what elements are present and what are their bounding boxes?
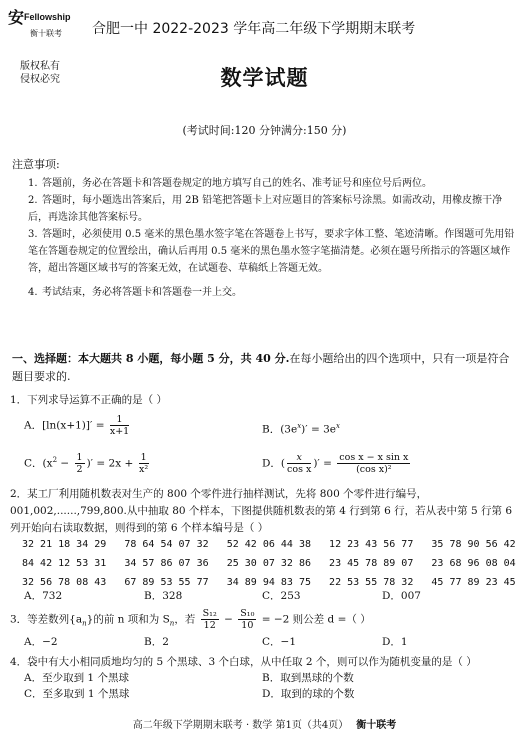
q3-option-c: C．−1	[262, 636, 297, 648]
q1-d-text: D．	[262, 457, 281, 470]
section-heading	[12, 350, 520, 386]
time-info: (考试时间:120 分钟满分:150 分)	[182, 124, 347, 137]
q3-stem-d: = −2 则公差 d =（ ）	[261, 613, 371, 626]
note-number: 3.	[28, 229, 38, 240]
q1-option-a	[24, 414, 131, 437]
q1-option-d: D．( $\frac{x}{\text{cos x}}$ )′ = $\frac{\text{cos x − x sin x}}{\text{(cos x)²}}$	[262, 452, 409, 475]
q3-option-b: B．2	[144, 636, 169, 648]
question-2-stem: 2．某工厂利用随机数表对生产的 800 个零件进行抽样测试，先将 800 个零件进行编号，001,002,......,799,800.从中抽取 80 个样本，下图提供随机数表的第 4 行到第 6 行，若从表中第 5 行第 6 列开始向右读取数据，则得到的第 6 个样本编号是（ ）	[10, 488, 512, 534]
notes-title: 注意事项:	[12, 158, 60, 171]
q3-f2-num: S₁₀	[240, 608, 255, 619]
footer-brand: 衡十联考	[356, 720, 397, 731]
section-desc2: 在每小题给出的四个选项中，只有一项是符合题目要求的.	[12, 352, 510, 383]
question-4-stem: 4．袋中有大小相同质地均匀的 5 个黑球、3 个白球，从中任取 2 个，则可以作为随机变量的是（ ）	[10, 656, 477, 668]
q3-stem-a: 3．等差数列{a	[10, 613, 83, 626]
copyright-line2: 侵权必究	[20, 74, 60, 85]
note-text: 答题时，必须使用 0.5 毫米的黑色墨水签字笔在答题卷上书写，要求字体工整、笔迹清晰。作图题可先用铅笔在答题卷规定的位置绘出，确认后再用 0.5 毫米的黑色墨水签字笔描清楚。必须在题号所指示的答题区域作答，超出答题区域书写的答案无效，在试题卷、草稿纸上答题无效。	[28, 229, 515, 274]
q1-d-den: (cos x)²	[356, 464, 392, 475]
q1-a-text: A．[ln(x+1)]′ =	[24, 419, 105, 432]
random-table-row: 32 21 18 34 29 78 64 54 07 32 52 42 06 44 38 12 23 43 56 77 35 78 90 56 42	[22, 539, 516, 550]
q2-option-c: C．253	[262, 590, 301, 602]
section-label: 一、选择题：	[12, 352, 78, 365]
q2-option-b: B．328	[144, 590, 183, 602]
note-number: 1.	[28, 178, 38, 189]
q3-f1-den: 12	[203, 620, 216, 631]
q1-d-fraction	[337, 452, 410, 475]
note-number: 4.	[28, 287, 38, 298]
q1-option-b: B．$(3e^x)' = 3e^x$	[262, 422, 340, 436]
question-1-stem: 1．下列求导运算不正确的是（ ）	[10, 394, 168, 406]
q3-fraction-1	[201, 608, 219, 631]
q3-f1-num: S₁₂	[202, 608, 217, 619]
exam-title: 合肥一中 2022-2023 学年高二年级下学期期末联考	[92, 21, 416, 37]
random-table-row: 32 56 78 08 43 67 89 53 55 77 34 89 94 83 75 22 53 55 78 32 45 77 89 23 45	[22, 577, 516, 588]
note-item	[28, 284, 518, 301]
logo-chinese: 衡十联考	[30, 29, 62, 38]
q1-c-mid: )′ = 2x +	[86, 457, 134, 470]
q3-option-d: D．1	[382, 636, 408, 648]
q2-option-d: D．007	[382, 590, 421, 602]
logo-english: Fellowship	[24, 12, 71, 22]
note-text: 考试结束，务必将答题卡和答题卷一并上交。	[42, 287, 242, 298]
q2-option-a: A．732	[24, 590, 63, 602]
logo	[8, 8, 80, 38]
q3-option-a: A．−2	[24, 636, 58, 648]
q1-a-den: x+1	[109, 426, 130, 437]
section-desc: 本大题共 8 小题，每小题 5 分，共 40 分.	[78, 352, 290, 365]
q1-c-den: x²	[139, 464, 149, 475]
q1-c-num: 1	[140, 452, 147, 463]
q1-a-num: 1	[110, 414, 129, 426]
q1-c-fraction	[139, 452, 149, 475]
q3-stem-b: }的前 n 项和为 S	[86, 613, 170, 626]
q4-option-c: C．至多取到 1 个黑球	[24, 688, 130, 700]
q1-b-tail: )′ = 3e	[301, 423, 337, 436]
q3-stem-c: ，若	[174, 613, 196, 626]
q4-option-d: D．取到的球的个数	[262, 688, 355, 700]
subject-title: 数学试题	[220, 65, 309, 90]
q1-b-text: B．(3e	[262, 423, 298, 436]
q1-option-c: C．($x^2$ − $\frac{1}{2}$ )′ = 2x + $\frac{1}{\text{x²}}$	[24, 452, 149, 475]
random-table-row: 84 42 12 53 31 34 57 86 07 36 25 30 07 32 86 23 45 78 89 07 23 68 96 08 04	[22, 558, 516, 569]
q3-fraction-2	[238, 608, 256, 631]
q1-c-text: C．(x	[24, 457, 53, 470]
question-3-stem: 3．等差数列$\{a_n\}$的前 n 项和为 $S_n$，若 $\frac{\text{S₁₂}}{12}$ − $\frac{\text{S₁₀}}{10}$ = −2 则公差 d =（ ）	[10, 608, 371, 631]
note-text: 答题时，每小题选出答案后，用 2B 铅笔把答题卡上对应题目的答案标号涂黑。如需改动，用橡皮擦干净后，再选涂其他答案标号。	[28, 195, 503, 223]
q4-option-a: A．至少取到 1 个黑球	[24, 672, 129, 684]
note-number: 2.	[28, 195, 38, 206]
logo-mark: 安	[8, 8, 25, 27]
q1-d-num: cos x − x sin x	[339, 452, 409, 463]
note-item	[28, 175, 518, 192]
note-text: 答题前，务必在答题卡和答题卷规定的地方填写自己的姓名、准考证号和座位号后两位。	[42, 178, 432, 189]
copyright-line1: 版权私有	[20, 61, 60, 72]
footer-text: 高二年级下学期期末联考 · 数学 第1页（共4页）	[132, 720, 349, 731]
q4-option-b: B．取到黑球的个数	[262, 672, 354, 684]
note-item	[28, 192, 518, 226]
note-item	[28, 226, 518, 277]
page-footer	[0, 716, 529, 731]
q1-a-fraction	[110, 414, 129, 437]
q3-f2-den: 10	[241, 620, 254, 631]
